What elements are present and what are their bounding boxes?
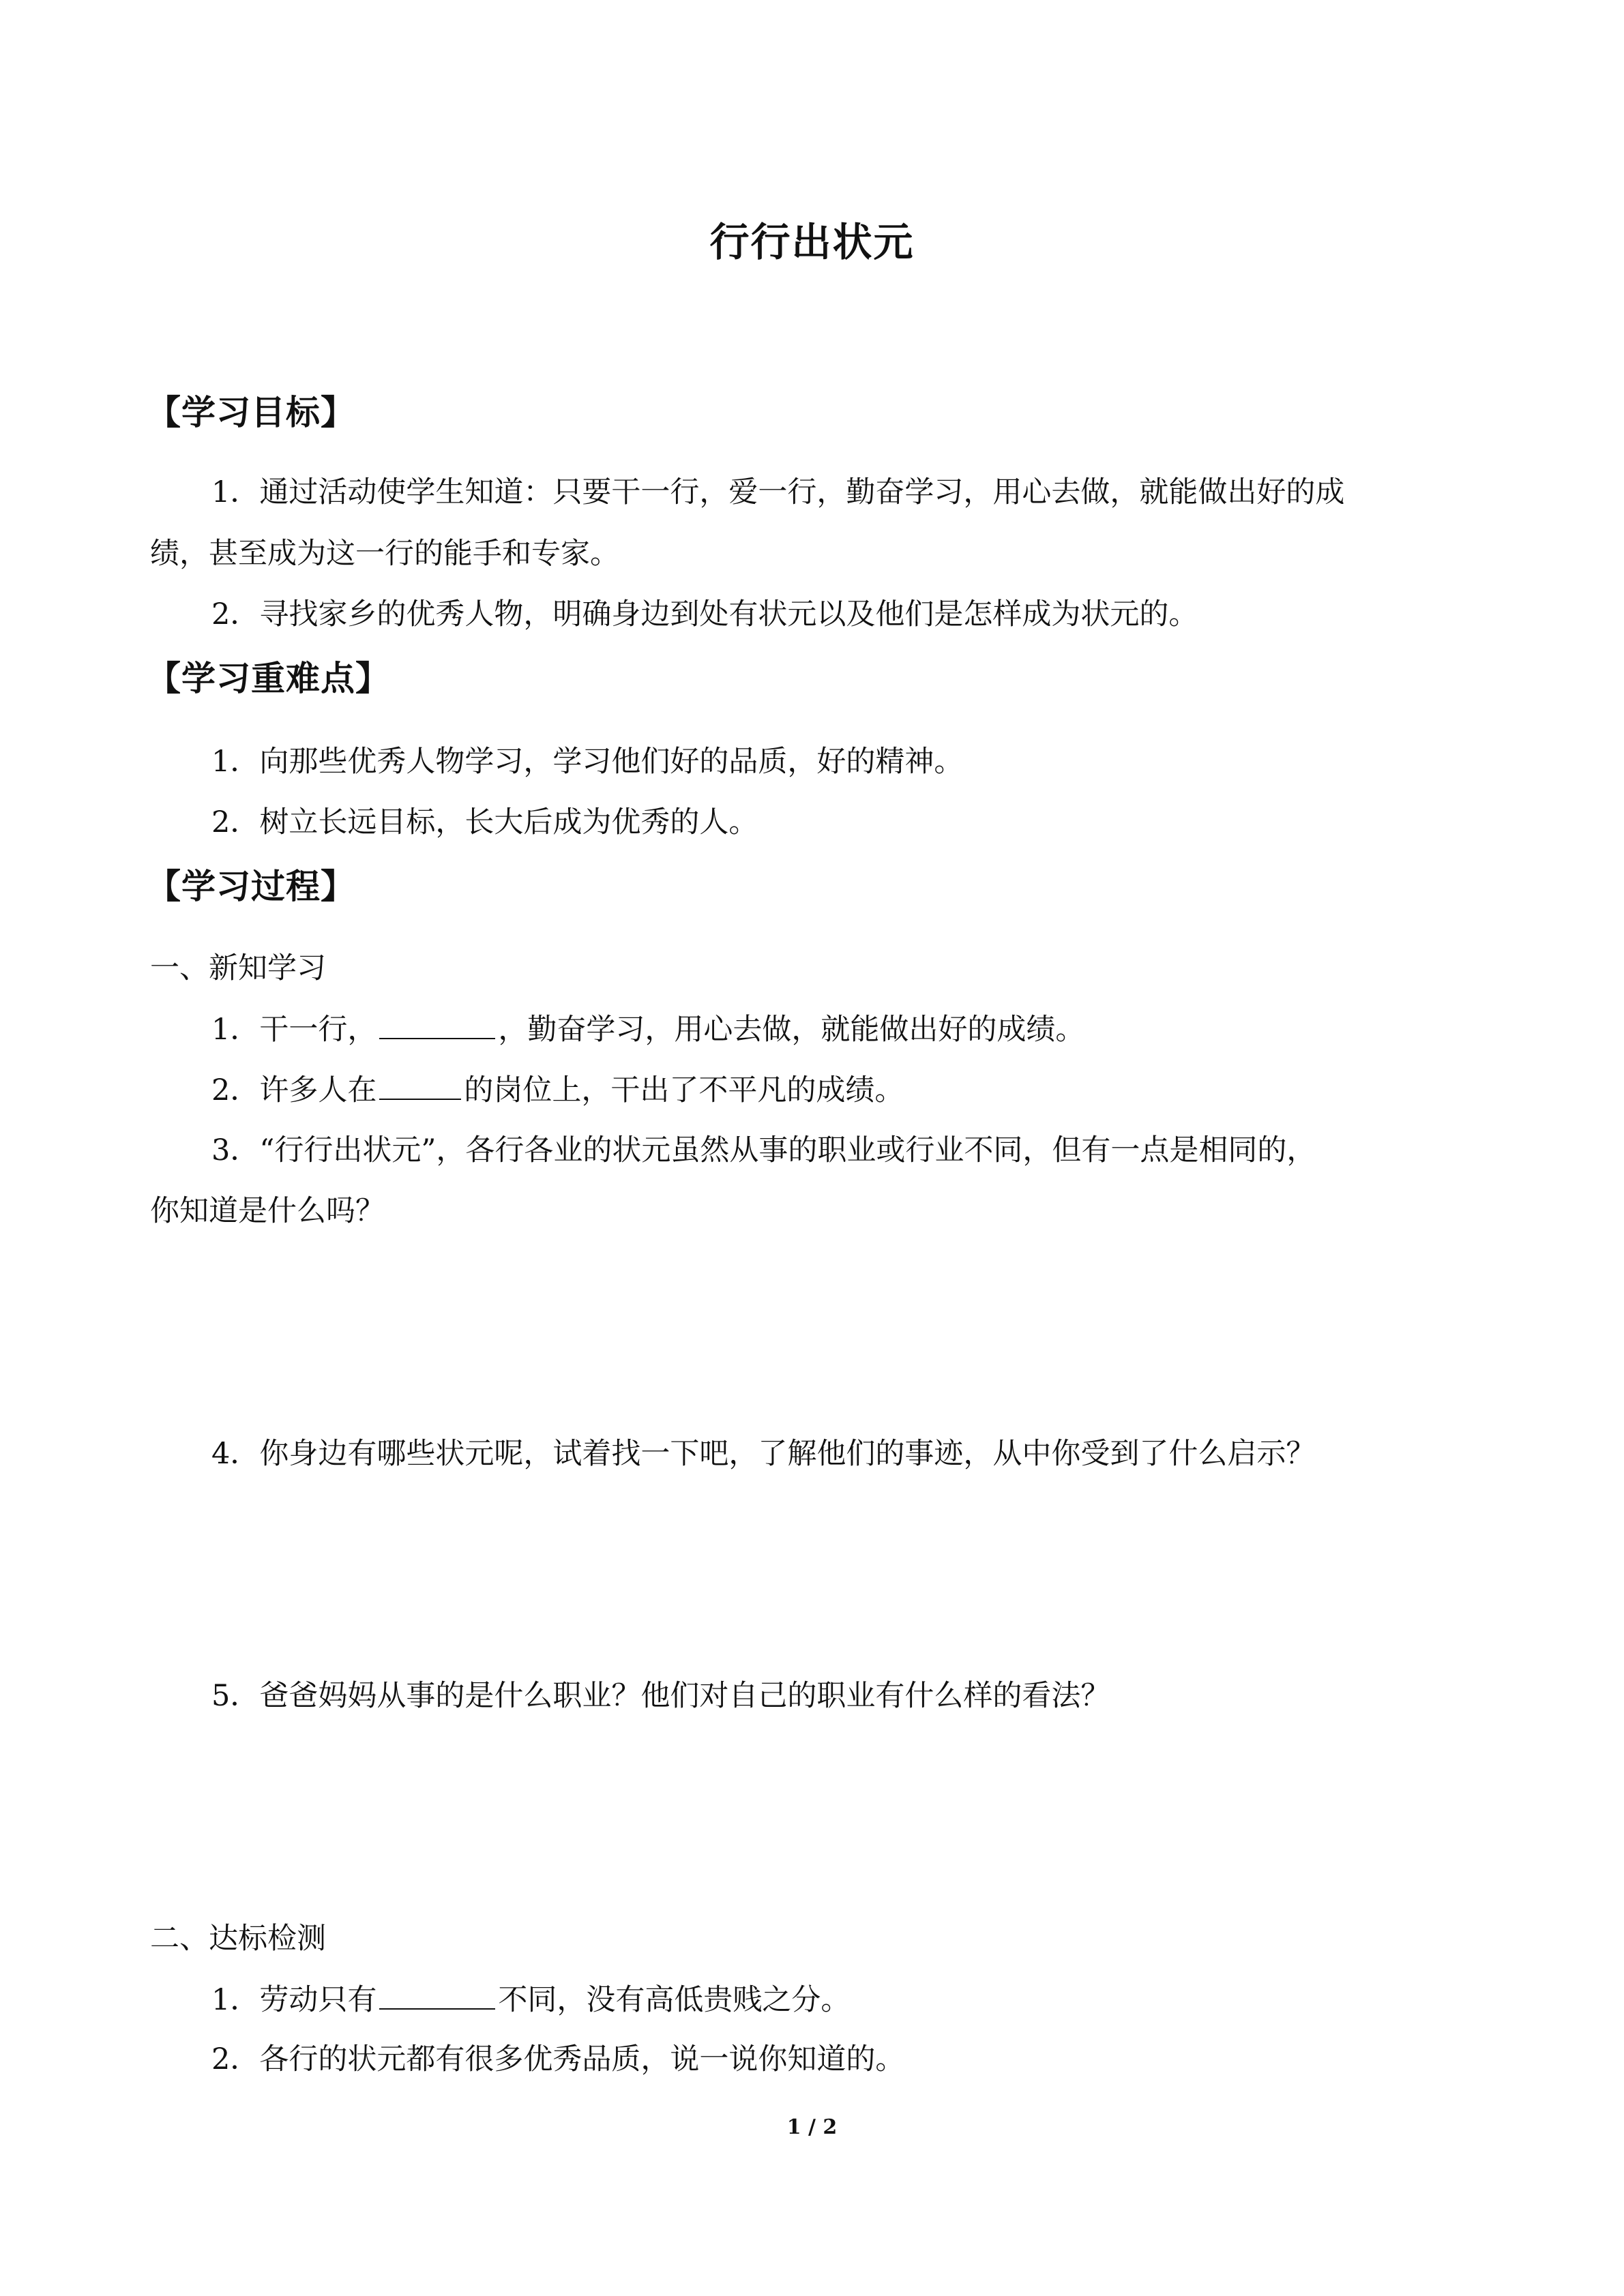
question-1-text-before: 1．干一行， — [211, 1013, 377, 1047]
section-title-assessment: 二、达标检测 — [150, 1922, 326, 1956]
question-3-line-1: 3．“行行出状元”，各行各业的状元虽然从事的职业或行业不同，但有一点是相同的， — [211, 1133, 1316, 1167]
page-number: 1 / 2 — [786, 2115, 838, 2139]
section-title-new-knowledge: 一、新知学习 — [150, 951, 326, 985]
goal-item-1-line-1: 1．通过活动使学生知道：只要干一行，爱一行，勤奋学习，用心去做，就能做出好的成 — [211, 475, 1345, 509]
assessment-question-1-text-after: 不同，没有高低贵贱之分。 — [498, 1983, 851, 2017]
question-1 — [211, 1008, 1084, 1050]
question-2 — [211, 1069, 904, 1111]
heading-learning-process: 【学习过程】 — [147, 867, 355, 906]
assessment-question-2: 2．各行的状元都有很多优秀品质，说一说你知道的。 — [211, 2042, 905, 2076]
question-2-text-before: 2．许多人在 — [211, 1073, 377, 1107]
fill-in-blank[interactable] — [379, 1008, 495, 1039]
fill-in-blank[interactable] — [379, 1978, 495, 2010]
goal-item-2: 2．寻找家乡的优秀人物，明确身边到处有状元以及他们是怎样成为状元的。 — [211, 597, 1198, 631]
assessment-question-1 — [211, 1978, 850, 2021]
document-title: 行行出状元 — [709, 219, 915, 265]
heading-key-points: 【学习重难点】 — [147, 659, 390, 698]
assessment-question-1-text-before: 1．劳动只有 — [211, 1983, 377, 2017]
question-5: 5．爸爸妈妈从事的是什么职业？他们对自己的职业有什么样的看法？ — [211, 1679, 1110, 1713]
key-point-item-1: 1．向那些优秀人物学习，学习他们好的品质，好的精神。 — [211, 745, 964, 779]
question-4: 4．你身边有哪些状元呢，试着找一下吧，了解他们的事迹，从中你受到了什么启示？ — [211, 1437, 1316, 1471]
question-1-text-after: ，勤奋学习，用心去做，就能做出好的成绩。 — [498, 1013, 1085, 1047]
fill-in-blank[interactable] — [379, 1069, 461, 1100]
key-point-item-2: 2．树立长远目标，长大后成为优秀的人。 — [211, 805, 758, 839]
goal-item-1-line-2: 绩，甚至成为这一行的能手和专家。 — [150, 537, 619, 571]
heading-learning-goals: 【学习目标】 — [147, 393, 355, 432]
question-2-text-after: 的岗位上，干出了不平凡的成绩。 — [464, 1073, 904, 1107]
question-3-line-2: 你知道是什么吗？ — [150, 1194, 385, 1228]
